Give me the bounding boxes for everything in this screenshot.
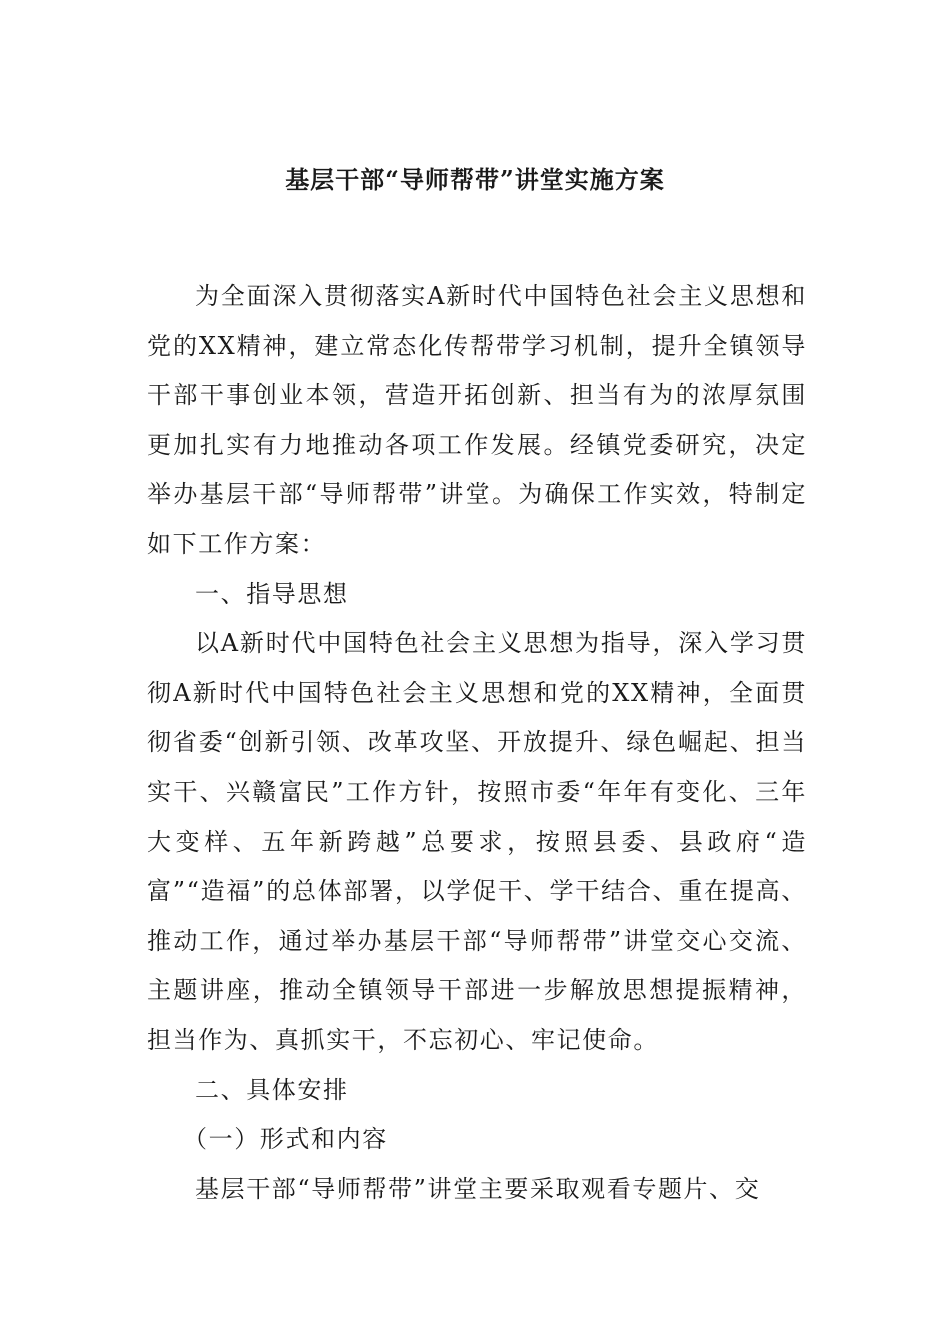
section-heading-guiding-ideology: 一、指导思想 <box>195 579 349 608</box>
section-heading-specific-arrangements: 二、具体安排 <box>195 1075 349 1104</box>
subsection-heading-form-content: （一）形式和内容 <box>183 1125 388 1154</box>
intro-paragraph: 为全面深入贯彻落实A新时代中国特色社会主义思想和党的XX精神，建立常态化传帮带学习机制，提升全镇领导干部干事创业本领，营造开拓创新、担当有为的浓厚氛围更加扎实有力地推动各项工作发展。经镇党委研究，决定举办基层干部“导师帮带”讲堂。为确保工作实效，特制定如下工作方案： <box>147 282 807 558</box>
document-body <box>147 272 807 1214</box>
document-title: 基层干部“导师帮带”讲堂实施方案 <box>285 165 665 194</box>
form-content-paragraph: 基层干部“导师帮带”讲堂主要采取观看专题片、交 <box>195 1174 761 1203</box>
guiding-ideology-paragraph: 以A新时代中国特色社会主义思想为指导，深入学习贯彻A新时代中国特色社会主义思想和党的XX精神，全面贯彻省委“创新引领、改革攻坚、开放提升、绿色崛起、担当实干、兴赣富民”工作方针，按照市委“年年有变化、三年大变样、五年新跨越”总要求，按照县委、县政府“造富”“造福”的总体部署，以学促干、学干结合、重在提高、推动工作，通过举办基层干部“导师帮带”讲堂交心交流、主题讲座，推动全镇领导干部进一步解放思想提振精神，担当作为、真抓实干，不忘初心、牢记使命。 <box>147 629 807 1054</box>
